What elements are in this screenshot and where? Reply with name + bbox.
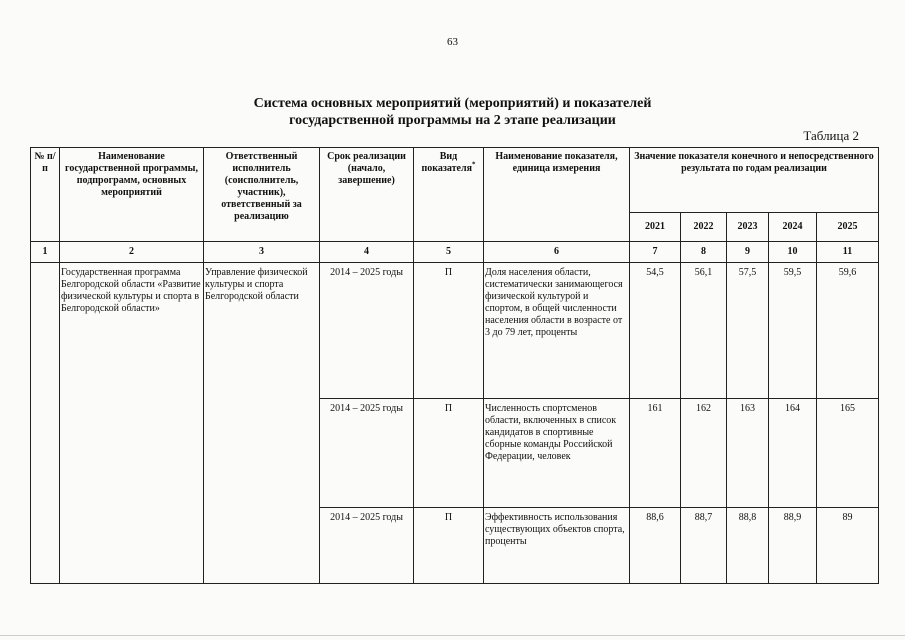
header-term: Срок реализации (начало, завершение)	[320, 148, 414, 242]
indicator-value: 88,9	[769, 508, 817, 584]
indicator-value: 162	[681, 399, 727, 508]
indicator-value: 57,5	[727, 263, 769, 399]
indicator-value: 161	[630, 399, 681, 508]
table-label: Таблица 2	[803, 128, 859, 143]
header-row	[31, 148, 879, 213]
indicator-value: 89	[817, 508, 879, 584]
column-number: 2	[60, 242, 204, 263]
column-number: 9	[727, 242, 769, 263]
program-num	[31, 263, 60, 584]
indicator-value: 164	[769, 399, 817, 508]
indicator-term: 2014 – 2025 годы	[320, 263, 414, 399]
indicator-value: 59,5	[769, 263, 817, 399]
indicator-value: 56,1	[681, 263, 727, 399]
indicator-value: 88,6	[630, 508, 681, 584]
column-number: 1	[31, 242, 60, 263]
column-number: 7	[630, 242, 681, 263]
indicator-kind: П	[414, 399, 484, 508]
header-year: 2025	[817, 212, 879, 241]
title-line-2: государственной программы на 2 этапе реализации	[289, 113, 616, 128]
indicator-name: Численность спортсменов области, включенных в список кандидатов в спортивные сборные команды Российской Федерации, человек	[484, 399, 630, 508]
header-executor: Ответственный исполнитель (соисполнитель, участник), ответственный за реализацию	[204, 148, 320, 242]
column-number: 4	[320, 242, 414, 263]
header-year: 2023	[727, 212, 769, 241]
table-row	[31, 263, 879, 399]
program-executor: Управление физической культуры и спорта Белгородской области	[204, 263, 320, 584]
indicator-value: 88,8	[727, 508, 769, 584]
header-name: Наименование государственной программы, подпрограмм, основных мероприятий	[60, 148, 204, 242]
header-kind-label: Вид показателя	[421, 151, 472, 174]
column-number: 3	[204, 242, 320, 263]
title-line-1: Система основных мероприятий (мероприятий) и показателей	[253, 96, 652, 111]
page-number: 63	[447, 36, 458, 48]
column-number: 6	[484, 242, 630, 263]
header-indicator: Наименование показателя, единица измерения	[484, 148, 630, 242]
header-num: № п/п	[31, 148, 60, 242]
indicator-value: 163	[727, 399, 769, 508]
indicator-name: Эффективность использования существующих объектов спорта, проценты	[484, 508, 630, 584]
document-title	[0, 95, 905, 129]
indicator-kind: П	[414, 508, 484, 584]
indicator-value: 54,5	[630, 263, 681, 399]
program-name: Государственная программа Белгородской области «Развитие физической культуры и спорта в Белгородской области»	[60, 263, 204, 584]
column-number-row	[31, 242, 879, 263]
indicator-value: 59,6	[817, 263, 879, 399]
indicator-term: 2014 – 2025 годы	[320, 399, 414, 508]
column-number: 5	[414, 242, 484, 263]
header-year: 2024	[769, 212, 817, 241]
indicator-value: 88,7	[681, 508, 727, 584]
header-year: 2021	[630, 212, 681, 241]
scan-edge-line	[0, 635, 905, 636]
indicator-value: 165	[817, 399, 879, 508]
column-number: 10	[769, 242, 817, 263]
header-year: 2022	[681, 212, 727, 241]
column-number: 11	[817, 242, 879, 263]
indicator-kind: П	[414, 263, 484, 399]
header-value-group: Значение показателя конечного и непосредственного результата по годам реализации	[630, 148, 879, 213]
indicators-table	[30, 147, 879, 584]
column-number: 8	[681, 242, 727, 263]
indicator-term: 2014 – 2025 годы	[320, 508, 414, 584]
header-kind-footnote-mark: *	[472, 160, 476, 169]
indicator-name: Доля населения области, систематически занимающегося физической культурой и спортом, в общей численности населения области в возрасте от 3 до 79 лет, проценты	[484, 263, 630, 399]
header-kind	[414, 148, 484, 242]
